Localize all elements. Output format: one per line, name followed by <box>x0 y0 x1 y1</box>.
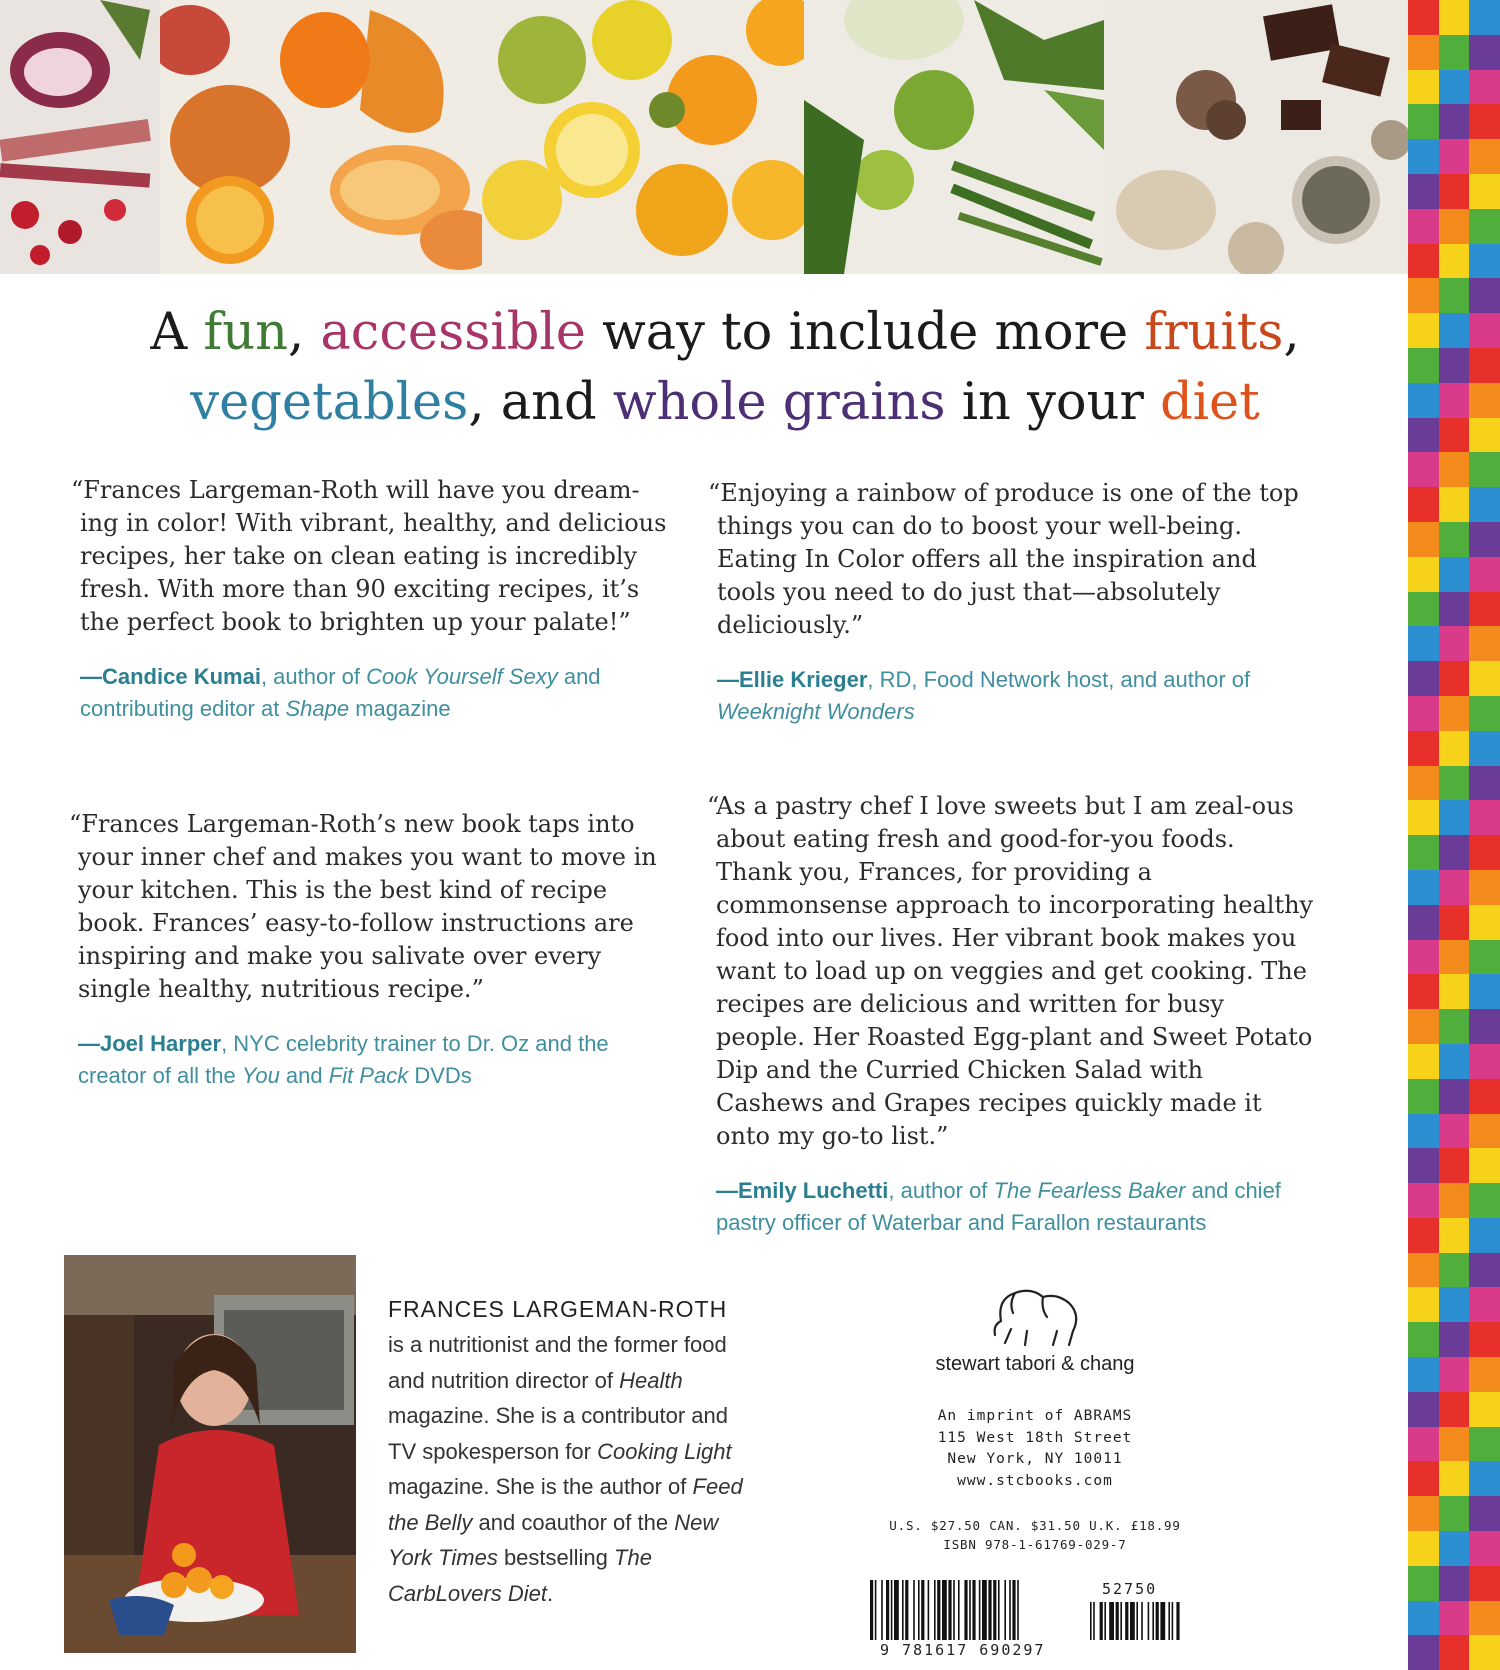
barcode-bar <box>988 1580 991 1640</box>
quote-joel-harper <box>69 808 678 1092</box>
spine-stripe <box>1469 557 1500 592</box>
barcode-bar <box>881 1580 883 1640</box>
spine-column <box>1469 0 1500 1670</box>
barcode-bar <box>886 1580 889 1640</box>
spine-stripe <box>1439 1357 1470 1392</box>
spine-stripe <box>1439 1322 1470 1357</box>
spine-stripe <box>1469 1079 1500 1114</box>
headline-line-1 <box>60 298 1390 368</box>
spine-stripe <box>1408 557 1439 592</box>
spine-stripe <box>1469 835 1500 870</box>
spine-stripe <box>1439 1218 1470 1253</box>
barcode-bar <box>979 1580 981 1640</box>
barcode-bar <box>1090 1602 1092 1640</box>
spine-stripe <box>1439 278 1470 313</box>
beets-radish-photo <box>0 0 160 274</box>
barcode-bar <box>958 1580 960 1640</box>
spine-stripe <box>1408 870 1439 905</box>
quote-attribution <box>716 1175 1316 1239</box>
barcode-bar <box>928 1580 930 1640</box>
barcode-bar <box>1152 1602 1154 1640</box>
attribution-title: Fit Pack <box>328 1063 409 1088</box>
bio-text: magazine. She is a contributor and TV spokesperson for <box>388 1403 728 1464</box>
spine-stripe <box>1469 1461 1500 1496</box>
spine-stripe <box>1469 974 1500 1009</box>
spine-stripe <box>1439 661 1470 696</box>
attribution-text: magazine <box>349 696 451 721</box>
barcode-bar <box>902 1580 904 1640</box>
spine-stripe <box>1469 278 1500 313</box>
spine-stripe <box>1408 800 1439 835</box>
spine-stripe <box>1469 1009 1500 1044</box>
spine-stripe <box>1408 244 1439 279</box>
barcode-bar <box>875 1580 877 1640</box>
quote-text: “Frances Largeman-Roth’s new book taps into your inner chef and makes you want to move in your kitchen. This is the best kind of recipe book. Frances’ easy-to-follow instructions are inspiring and make you salivate over every single healthy, nutritious recipe.” <box>69 810 657 1003</box>
citrus-fruit-photo <box>482 0 804 274</box>
imprint-line: 115 West 18th Street <box>937 1429 1133 1446</box>
barcode-bar <box>1120 1602 1122 1640</box>
bio-text: . <box>546 1580 554 1606</box>
attribution-text: and chief pastry officer of Waterbar and Farallon restaurants <box>716 1178 1281 1235</box>
spine-stripe <box>1439 313 1470 348</box>
spine-stripe <box>1439 418 1470 453</box>
barcode-bar <box>1168 1602 1170 1640</box>
spine-stripe <box>1439 1114 1470 1149</box>
headline-word: in your <box>945 373 1161 432</box>
spine-stripe <box>1439 626 1470 661</box>
attribution-text: and <box>279 1063 329 1088</box>
quote-candice-kumai <box>71 474 675 725</box>
barcode-bar <box>913 1580 915 1640</box>
attribution-name: —Emily Luchetti <box>716 1178 889 1203</box>
spine-stripe <box>1408 592 1439 627</box>
barcode-bar <box>1009 1580 1011 1640</box>
produce-photo-strip <box>0 0 1408 274</box>
spine-stripe <box>1439 592 1470 627</box>
spine-stripe <box>1469 1114 1500 1149</box>
spine-stripe <box>1469 70 1500 105</box>
attribution-name: —Joel Harper <box>78 1031 222 1056</box>
spine-stripe <box>1439 1009 1470 1044</box>
spine-stripe <box>1469 209 1500 244</box>
barcode-bar <box>1125 1602 1128 1640</box>
quote-text: “Enjoying a rainbow of produce is one of the top things you can do to boost your well-being. Eating In Color offers all the inspiration and tools you need to do just that—absolutely deliciously.” <box>708 479 1299 639</box>
barcode-bar <box>1141 1602 1143 1640</box>
spine-stripe <box>1439 522 1470 557</box>
spine-stripe <box>1408 940 1439 975</box>
spine-stripe <box>1469 244 1500 279</box>
spine-stripe <box>1439 348 1470 383</box>
spine-stripe <box>1408 418 1439 453</box>
spine-stripe <box>1469 731 1500 766</box>
attribution-title: Weeknight Wonders <box>717 699 915 724</box>
barcode-bar <box>937 1580 940 1640</box>
spine-stripe <box>1469 452 1500 487</box>
spine-stripe <box>1408 1566 1439 1601</box>
spine-stripe <box>1469 592 1500 627</box>
spine-stripe <box>1408 522 1439 557</box>
barcode-bar <box>969 1580 971 1640</box>
headline-word-diet: diet <box>1160 373 1260 432</box>
attribution-text: , author of <box>260 664 367 689</box>
spine-stripe <box>1439 1566 1470 1601</box>
barcode-bar <box>1160 1602 1165 1640</box>
barcode-bar <box>964 1580 967 1640</box>
attribution-title: Cook Yourself Sexy <box>366 664 558 689</box>
spine-stripe <box>1408 626 1439 661</box>
bio-title: Cooking Light <box>597 1438 732 1464</box>
spine-stripe <box>1469 940 1500 975</box>
barcode-bar <box>1130 1602 1135 1640</box>
attribution-title: The Fearless Baker <box>993 1178 1186 1203</box>
spine-stripe <box>1408 452 1439 487</box>
barcode-bar <box>942 1580 947 1640</box>
spine-stripe <box>1439 1461 1470 1496</box>
attribution-text: , RD, Food Network host, and author of <box>867 667 1251 692</box>
barcode-bar <box>953 1580 955 1640</box>
headline-word-fruits: fruits <box>1144 303 1284 362</box>
spine-stripe <box>1439 1635 1470 1670</box>
spine-stripe <box>1408 70 1439 105</box>
barcode-bar <box>1116 1602 1119 1640</box>
spine-stripe <box>1408 1253 1439 1288</box>
barcode-bar <box>982 1580 987 1640</box>
spine-stripe <box>1439 766 1470 801</box>
bison-logo-icon <box>987 1285 1083 1351</box>
spine-stripe <box>1439 70 1470 105</box>
barcode-bar <box>1100 1602 1103 1640</box>
spine-stripe <box>1408 1427 1439 1462</box>
barcode-bar <box>1109 1602 1114 1640</box>
spine-stripe <box>1469 35 1500 70</box>
spine-stripe <box>1408 487 1439 522</box>
spine-stripe <box>1408 1218 1439 1253</box>
spine-stripe <box>1469 383 1500 418</box>
barcode-bar <box>918 1580 920 1640</box>
cover-headline <box>60 298 1390 438</box>
spine-stripe <box>1408 383 1439 418</box>
quote-text: “As a pastry chef I love sweets but I am zeal-ous about eating fresh and good-for-you foods. Thank you, Frances, for providing a commonsense approach to incorporating healthy food into our lives. Her vibrant book makes you want to load up on veggies and get cooking. The recipes are delicious and written for busy people. Her Roasted Egg-plant and Sweet Potato Dip and the Curried Chicken Salad with Cashews and Grapes recipes quickly made it onto my go-to list.” <box>707 792 1314 1150</box>
orange-produce-photo <box>160 0 482 274</box>
attribution-title: Shape <box>285 696 350 721</box>
spine-stripe <box>1469 661 1500 696</box>
spine-stripe <box>1439 1079 1470 1114</box>
spine-stripe <box>1439 1496 1470 1531</box>
spine-stripe <box>1469 174 1500 209</box>
spine-stripe <box>1469 1392 1500 1427</box>
headline-word-fun: fun <box>203 303 288 362</box>
barcode-bar <box>1017 1580 1019 1640</box>
green-vegetables-photo <box>804 0 1106 274</box>
quote-attribution <box>80 661 675 725</box>
spine-stripe <box>1439 557 1470 592</box>
headline-word-accessible: accessible <box>320 303 586 362</box>
bio-title: New York Times <box>388 1509 719 1570</box>
spine-stripe <box>1439 731 1470 766</box>
quote-emily-luchetti <box>707 790 1316 1239</box>
spine-stripe <box>1469 0 1500 35</box>
bio-title: Feed the Belly <box>388 1474 743 1535</box>
spine-stripe <box>1469 1531 1500 1566</box>
spine-stripe <box>1408 661 1439 696</box>
spine-stripe <box>1439 1427 1470 1462</box>
spine-column <box>1408 0 1439 1670</box>
barcode-bar <box>1176 1602 1179 1640</box>
attribution-text: DVDs <box>408 1063 472 1088</box>
spine-stripe <box>1439 0 1470 35</box>
spine-stripe <box>1408 35 1439 70</box>
barcode-bar <box>993 1580 996 1640</box>
spine-stripe <box>1469 1218 1500 1253</box>
barcode-bar <box>998 1580 1000 1640</box>
author-bio <box>388 1296 758 1611</box>
imprint-line: www.stcbooks.com <box>957 1472 1113 1489</box>
spine-column <box>1439 0 1470 1670</box>
spine-stripe <box>1439 1392 1470 1427</box>
spine-stripe <box>1469 418 1500 453</box>
spine-stripe <box>1408 1392 1439 1427</box>
isbn-line: ISBN 978-1-61769-029-7 <box>943 1537 1127 1552</box>
bio-title: The CarbLovers Diet <box>388 1545 652 1606</box>
spine-stripe <box>1469 522 1500 557</box>
spine-stripe <box>1439 35 1470 70</box>
barcode-bar <box>905 1580 908 1640</box>
spine-stripe <box>1408 0 1439 35</box>
grains-chocolate-photo <box>1106 0 1408 274</box>
author-photo <box>64 1255 356 1653</box>
spine-stripe <box>1439 940 1470 975</box>
spine-stripe <box>1408 209 1439 244</box>
spine-stripe <box>1439 139 1470 174</box>
spine-stripe <box>1439 452 1470 487</box>
barcode-bar <box>1148 1602 1150 1640</box>
publisher-name: stewart tabori & chang <box>935 1353 1135 1375</box>
bio-title: Health <box>619 1367 683 1393</box>
spine-stripe <box>1408 766 1439 801</box>
rainbow-spine <box>1408 0 1500 1670</box>
barcode-bar <box>921 1580 924 1640</box>
barcode-bar <box>870 1580 873 1640</box>
bio-text: bestselling <box>497 1545 615 1570</box>
spine-stripe <box>1469 1427 1500 1462</box>
spine-stripe <box>1408 1601 1439 1636</box>
spine-stripe <box>1439 1601 1470 1636</box>
spine-stripe <box>1408 174 1439 209</box>
headline-line-2 <box>60 368 1390 438</box>
spine-stripe <box>1469 1322 1500 1357</box>
barcode-bar <box>894 1580 899 1640</box>
barcode-bar <box>1156 1602 1159 1640</box>
spine-stripe <box>1469 800 1500 835</box>
publisher-block <box>880 1285 1190 1554</box>
spine-stripe <box>1439 1148 1470 1183</box>
spine-stripe <box>1439 905 1470 940</box>
spine-stripe <box>1408 1079 1439 1114</box>
headline-word-vegetables: vegetables <box>190 373 469 432</box>
spine-stripe <box>1439 244 1470 279</box>
barcode-bar <box>1004 1580 1006 1640</box>
spine-stripe <box>1439 835 1470 870</box>
spine-stripe <box>1439 209 1470 244</box>
bio-text: and coauthor of the <box>472 1509 675 1535</box>
barcode-bar <box>934 1580 936 1640</box>
attribution-text: , author of <box>888 1178 994 1203</box>
spine-stripe <box>1469 487 1500 522</box>
headline-word: , and <box>468 373 613 432</box>
spine-stripe <box>1408 1635 1439 1670</box>
spine-stripe <box>1408 905 1439 940</box>
barcode-bar <box>1136 1602 1138 1640</box>
spine-stripe <box>1469 313 1500 348</box>
barcode-bar <box>891 1580 893 1640</box>
spine-stripe <box>1439 487 1470 522</box>
imprint-line: New York, NY 10011 <box>947 1451 1123 1467</box>
headline-word-whole-grains: whole grains <box>612 373 946 432</box>
quote-attribution <box>78 1028 678 1092</box>
spine-stripe <box>1469 104 1500 139</box>
barcode-digits: 9 781617 690297 <box>880 1641 1046 1659</box>
spine-stripe <box>1439 1044 1470 1079</box>
spine-stripe <box>1408 1496 1439 1531</box>
author-name: FRANCES LARGEMAN-ROTH <box>388 1296 728 1322</box>
spine-stripe <box>1439 696 1470 731</box>
price-barcode-digits: 52750 <box>1102 1580 1158 1598</box>
spine-stripe <box>1439 974 1470 1009</box>
spine-stripe <box>1469 766 1500 801</box>
attribution-title: You <box>241 1063 280 1088</box>
imprint-line: An imprint of ABRAMS <box>937 1408 1133 1424</box>
barcode-bar <box>1012 1580 1015 1640</box>
attribution-text: and contributing editor at <box>80 664 601 721</box>
bio-text: magazine. She is the author of <box>388 1474 693 1499</box>
spine-stripe <box>1469 1635 1500 1670</box>
spine-stripe <box>1469 1357 1500 1392</box>
spine-stripe <box>1469 870 1500 905</box>
spine-stripe <box>1439 1183 1470 1218</box>
spine-stripe <box>1439 1253 1470 1288</box>
barcode-bar <box>1104 1602 1106 1640</box>
spine-stripe <box>1439 800 1470 835</box>
spine-stripe <box>1408 974 1439 1009</box>
spine-stripe <box>1469 1601 1500 1636</box>
spine-stripe <box>1408 348 1439 383</box>
spine-stripe <box>1469 1566 1500 1601</box>
spine-stripe <box>1408 1044 1439 1079</box>
spine-stripe <box>1408 1009 1439 1044</box>
author-bio-text <box>388 1327 758 1611</box>
spine-stripe <box>1408 1183 1439 1218</box>
spine-stripe <box>1439 870 1470 905</box>
bio-text: is a nutritionist and the former food and nutrition director of <box>388 1332 727 1393</box>
headline-word: way to include more <box>585 303 1145 362</box>
spine-stripe <box>1469 696 1500 731</box>
spine-stripe <box>1408 1287 1439 1322</box>
headline-word: , <box>287 303 321 362</box>
barcode-bar <box>1093 1602 1095 1640</box>
spine-stripe <box>1408 278 1439 313</box>
spine-stripe <box>1439 383 1470 418</box>
spine-stripe <box>1469 1253 1500 1288</box>
spine-stripe <box>1408 139 1439 174</box>
spine-stripe <box>1408 1322 1439 1357</box>
spine-stripe <box>1469 1148 1500 1183</box>
attribution-text: , NYC celebrity trainer to Dr. Oz and the creator of all the <box>78 1031 609 1088</box>
spine-stripe <box>1408 696 1439 731</box>
spine-stripe <box>1408 104 1439 139</box>
attribution-name: —Ellie Krieger <box>717 667 868 692</box>
spine-stripe <box>1469 626 1500 661</box>
spine-stripe <box>1408 835 1439 870</box>
headline-word: , <box>1283 303 1300 362</box>
spine-stripe <box>1439 104 1470 139</box>
spine-stripe <box>1408 1531 1439 1566</box>
barcode-bar <box>972 1580 975 1640</box>
spine-stripe <box>1469 905 1500 940</box>
quote-ellie-krieger <box>708 477 1317 728</box>
attribution-name: —Candice Kumai <box>80 664 261 689</box>
spine-stripe <box>1439 1287 1470 1322</box>
spine-stripe <box>1408 731 1439 766</box>
spine-stripe <box>1408 1114 1439 1149</box>
spine-stripe <box>1469 1496 1500 1531</box>
spine-stripe <box>1439 174 1470 209</box>
headline-word: A <box>150 303 204 362</box>
spine-stripe <box>1408 1461 1439 1496</box>
spine-stripe <box>1469 348 1500 383</box>
barcode-bar <box>948 1580 951 1640</box>
spine-stripe <box>1408 1148 1439 1183</box>
price-line: U.S. $27.50 CAN. $31.50 U.K. £18.99 <box>889 1518 1181 1533</box>
spine-stripe <box>1469 1044 1500 1079</box>
spine-stripe <box>1469 1183 1500 1218</box>
spine-stripe <box>1439 1531 1470 1566</box>
quote-attribution <box>717 664 1317 728</box>
spine-stripe <box>1408 1357 1439 1392</box>
quote-text: “Frances Largeman-Roth will have you dream-ing in color! With vibrant, healthy, and delicious recipes, her take on clean eating is incredibly fresh. With more than 90 exciting recipes, it’s the perfect book to brighten up your palate!” <box>71 476 667 636</box>
spine-stripe <box>1469 1287 1500 1322</box>
spine-stripe <box>1469 139 1500 174</box>
spine-stripe <box>1408 313 1439 348</box>
barcode-bar <box>1172 1602 1174 1640</box>
